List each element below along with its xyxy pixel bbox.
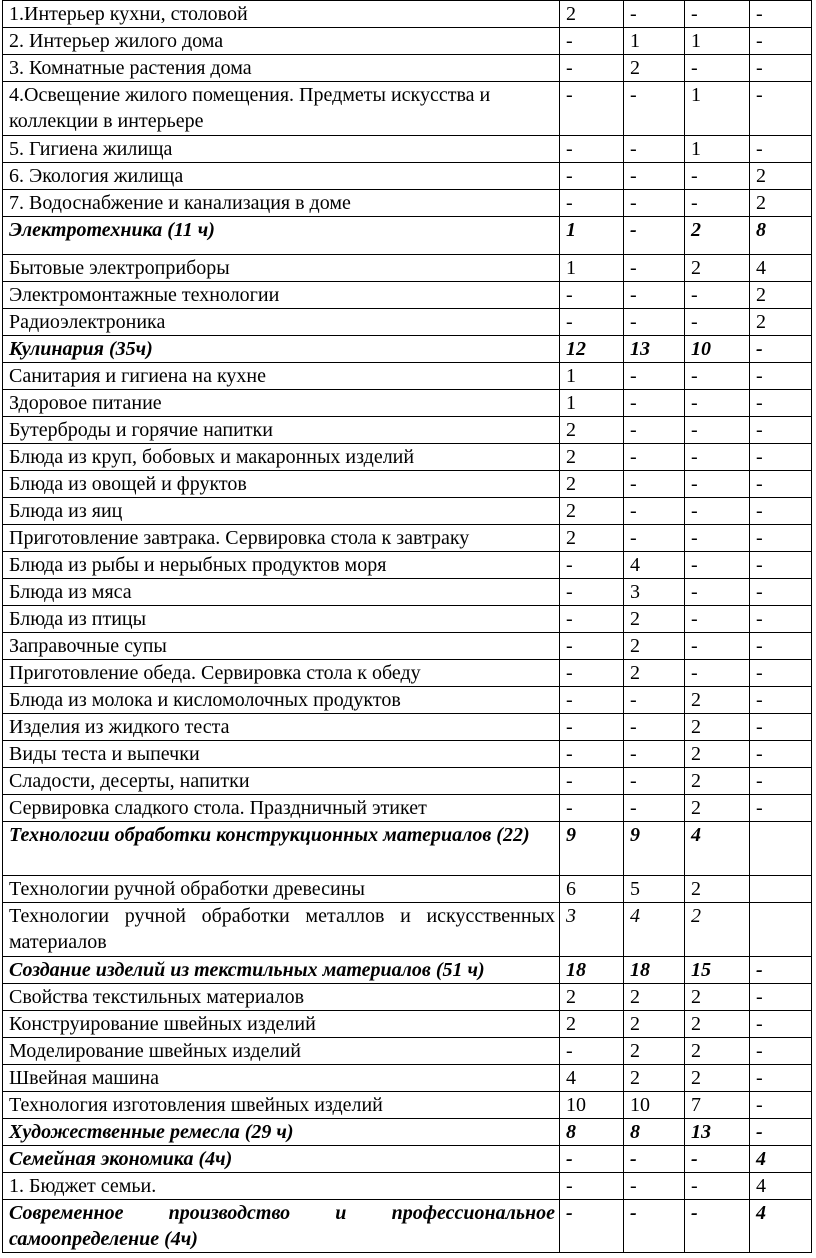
table-row <box>3 579 812 606</box>
hours-cell: - <box>624 136 685 163</box>
hours-cell: - <box>560 309 624 336</box>
hours-cell: - <box>624 444 685 471</box>
hours-cell: 10 <box>560 1092 624 1119</box>
table-row <box>3 768 812 795</box>
table-row <box>3 525 812 552</box>
hours-cell: 12 <box>560 336 624 363</box>
hours-cell: - <box>750 1065 812 1092</box>
hours-cell: 2 <box>750 309 812 336</box>
hours-cell: - <box>560 282 624 309</box>
hours-cell <box>750 903 812 957</box>
table-row <box>3 1065 812 1092</box>
topic-name: Приготовление завтрака. Сервировка стола к завтраку <box>3 525 560 552</box>
table-row <box>3 390 812 417</box>
hours-cell: 13 <box>624 336 685 363</box>
hours-cell: - <box>685 163 750 190</box>
hours-cell: - <box>560 795 624 822</box>
hours-cell: 2 <box>624 984 685 1011</box>
topic-name: Блюда из птицы <box>3 606 560 633</box>
table-row <box>3 984 812 1011</box>
section-title: Кулинария (35ч) <box>3 336 560 363</box>
topic-name: Электромонтажные технологии <box>3 282 560 309</box>
hours-cell: - <box>750 55 812 82</box>
hours-cell: - <box>685 1146 750 1173</box>
hours-cell: - <box>560 768 624 795</box>
hours-cell: - <box>560 28 624 55</box>
hours-cell: 2 <box>560 984 624 1011</box>
hours-cell: 8 <box>560 1119 624 1146</box>
table-row <box>3 255 812 282</box>
hours-cell: - <box>685 190 750 217</box>
hours-cell: 1 <box>685 82 750 136</box>
topic-name: Сервировка сладкого стола. Праздничный этикет <box>3 795 560 822</box>
hours-cell: 2 <box>560 1 624 28</box>
table-row <box>3 795 812 822</box>
hours-cell: 1 <box>624 28 685 55</box>
hours-cell <box>750 876 812 903</box>
table-row <box>3 282 812 309</box>
hours-cell: - <box>560 741 624 768</box>
hours-cell: 2 <box>685 687 750 714</box>
hours-cell: - <box>624 1200 685 1253</box>
table-row <box>3 606 812 633</box>
hours-cell: - <box>685 498 750 525</box>
hours-cell: 10 <box>624 1092 685 1119</box>
hours-cell: - <box>560 633 624 660</box>
hours-cell: - <box>560 1173 624 1200</box>
section-row <box>3 822 812 876</box>
hours-cell: - <box>750 1119 812 1146</box>
topic-name: Технологии ручной обработки древесины <box>3 876 560 903</box>
section-row <box>3 1119 812 1146</box>
hours-cell: - <box>685 525 750 552</box>
hours-cell: - <box>560 660 624 687</box>
hours-cell: - <box>560 606 624 633</box>
hours-cell: - <box>685 633 750 660</box>
table-row <box>3 309 812 336</box>
table-row <box>3 1011 812 1038</box>
topic-name: 7. Водоснабжение и канализация в доме <box>3 190 560 217</box>
hours-cell: 9 <box>624 822 685 876</box>
hours-cell: - <box>750 741 812 768</box>
hours-cell: - <box>560 82 624 136</box>
hours-cell: - <box>750 579 812 606</box>
hours-cell: 3 <box>560 903 624 957</box>
hours-cell: 1 <box>560 217 624 255</box>
hours-cell: - <box>624 768 685 795</box>
topic-name: Конструирование швейных изделий <box>3 1011 560 1038</box>
hours-cell: 4 <box>750 1200 812 1253</box>
hours-cell: - <box>624 282 685 309</box>
hours-cell: 2 <box>685 1038 750 1065</box>
hours-cell: 1 <box>560 255 624 282</box>
hours-cell: - <box>624 255 685 282</box>
hours-cell: - <box>750 606 812 633</box>
hours-cell: - <box>560 714 624 741</box>
topic-name: Свойства текстильных материалов <box>3 984 560 1011</box>
hours-cell: - <box>624 498 685 525</box>
table-row <box>3 190 812 217</box>
table-row <box>3 444 812 471</box>
table-row <box>3 471 812 498</box>
table-row <box>3 363 812 390</box>
hours-cell: - <box>750 1 812 28</box>
hours-cell: - <box>624 471 685 498</box>
hours-cell: - <box>685 1200 750 1253</box>
hours-cell: 2 <box>685 876 750 903</box>
hours-cell: - <box>560 552 624 579</box>
hours-cell: - <box>750 660 812 687</box>
topic-name: Виды теста и выпечки <box>3 741 560 768</box>
hours-cell: - <box>750 444 812 471</box>
hours-cell: - <box>560 1146 624 1173</box>
table-row <box>3 136 812 163</box>
hours-cell: 10 <box>685 336 750 363</box>
table-row <box>3 660 812 687</box>
hours-cell: 4 <box>750 1146 812 1173</box>
topic-name: Заправочные супы <box>3 633 560 660</box>
topic-name: 5. Гигиена жилища <box>3 136 560 163</box>
hours-cell: - <box>624 363 685 390</box>
hours-cell: - <box>750 498 812 525</box>
hours-cell: 2 <box>750 190 812 217</box>
table-row <box>3 903 812 957</box>
hours-cell: 2 <box>685 217 750 255</box>
topic-name: 4.Освещение жилого помещения. Предметы искусства и коллекции в интерьере <box>3 82 560 136</box>
hours-cell: 13 <box>685 1119 750 1146</box>
hours-cell: 4 <box>624 552 685 579</box>
hours-cell: 2 <box>560 525 624 552</box>
table-row <box>3 714 812 741</box>
hours-cell: 2 <box>685 1011 750 1038</box>
table-row <box>3 552 812 579</box>
hours-cell: - <box>624 741 685 768</box>
table-row <box>3 163 812 190</box>
topic-name: 2. Интерьер жилого дома <box>3 28 560 55</box>
table-row <box>3 1 812 28</box>
hours-cell: 9 <box>560 822 624 876</box>
hours-cell: - <box>685 471 750 498</box>
hours-cell: - <box>750 1011 812 1038</box>
hours-cell: 2 <box>685 903 750 957</box>
section-title: Семейная экономика (4ч) <box>3 1146 560 1173</box>
hours-cell: 2 <box>624 1065 685 1092</box>
section-row <box>3 1146 812 1173</box>
hours-cell: 2 <box>685 795 750 822</box>
hours-cell: - <box>685 309 750 336</box>
hours-cell: 3 <box>624 579 685 606</box>
hours-cell: - <box>750 714 812 741</box>
hours-cell: - <box>685 390 750 417</box>
table-row <box>3 498 812 525</box>
hours-cell: - <box>685 417 750 444</box>
topic-name: 1. Бюджет семьи. <box>3 1173 560 1200</box>
hours-cell: 15 <box>685 957 750 984</box>
hours-cell: - <box>685 444 750 471</box>
hours-cell: - <box>624 1173 685 1200</box>
table-row <box>3 417 812 444</box>
hours-cell: 2 <box>685 741 750 768</box>
hours-cell: 2 <box>560 417 624 444</box>
section-row <box>3 957 812 984</box>
topic-name: 1.Интерьер кухни, столовой <box>3 1 560 28</box>
topic-name: 3. Комнатные растения дома <box>3 55 560 82</box>
table-row <box>3 1092 812 1119</box>
topic-name: Блюда из мяса <box>3 579 560 606</box>
table-row <box>3 633 812 660</box>
hours-cell: 2 <box>560 1011 624 1038</box>
hours-cell: - <box>685 1 750 28</box>
topic-name: Радиоэлектроника <box>3 309 560 336</box>
hours-cell: 2 <box>560 471 624 498</box>
hours-cell: - <box>560 687 624 714</box>
hours-cell: 1 <box>685 136 750 163</box>
table-row <box>3 1038 812 1065</box>
table-row <box>3 876 812 903</box>
topic-name: Блюда из рыбы и нерыбных продуктов моря <box>3 552 560 579</box>
table-row <box>3 28 812 55</box>
hours-cell: 18 <box>560 957 624 984</box>
hours-cell: 1 <box>560 363 624 390</box>
table-row <box>3 687 812 714</box>
topic-name: 6. Экология жилища <box>3 163 560 190</box>
topic-name: Приготовление обеда. Сервировка стола к обеду <box>3 660 560 687</box>
hours-cell: - <box>750 336 812 363</box>
hours-cell: - <box>624 190 685 217</box>
section-title: Художественные ремесла (29 ч) <box>3 1119 560 1146</box>
hours-cell: 8 <box>624 1119 685 1146</box>
hours-cell: - <box>750 552 812 579</box>
hours-cell: - <box>560 1038 624 1065</box>
table-row <box>3 1173 812 1200</box>
hours-cell: 2 <box>624 1038 685 1065</box>
hours-cell: - <box>750 417 812 444</box>
hours-cell: 2 <box>624 606 685 633</box>
topic-name: Блюда из овощей и фруктов <box>3 471 560 498</box>
table-row <box>3 55 812 82</box>
hours-cell: 2 <box>685 768 750 795</box>
hours-cell: 4 <box>560 1065 624 1092</box>
hours-cell: 2 <box>685 714 750 741</box>
hours-cell: - <box>624 163 685 190</box>
topic-name: Сладости, десерты, напитки <box>3 768 560 795</box>
hours-cell: - <box>750 984 812 1011</box>
hours-cell: 6 <box>560 876 624 903</box>
section-row <box>3 217 812 255</box>
hours-cell: 2 <box>560 444 624 471</box>
hours-cell: - <box>750 1092 812 1119</box>
hours-cell: - <box>560 190 624 217</box>
table-row <box>3 82 812 136</box>
hours-cell: 2 <box>750 163 812 190</box>
hours-cell: 2 <box>560 498 624 525</box>
hours-cell: - <box>750 525 812 552</box>
hours-cell: - <box>750 633 812 660</box>
section-title: Создание изделий из текстильных материалов (51 ч) <box>3 957 560 984</box>
hours-cell: - <box>560 163 624 190</box>
hours-cell: - <box>750 687 812 714</box>
topic-name: Блюда из яиц <box>3 498 560 525</box>
hours-cell: - <box>624 82 685 136</box>
topic-name: Бутерброды и горячие напитки <box>3 417 560 444</box>
hours-cell: - <box>685 579 750 606</box>
hours-cell: - <box>685 363 750 390</box>
hours-cell: - <box>750 82 812 136</box>
hours-cell: - <box>624 525 685 552</box>
section-title: Технологии обработки конструкционных материалов (22) <box>3 822 560 876</box>
topic-name: Здоровое питание <box>3 390 560 417</box>
topic-name: Бытовые электроприборы <box>3 255 560 282</box>
hours-cell: - <box>750 957 812 984</box>
hours-cell: 2 <box>624 1011 685 1038</box>
hours-cell: 4 <box>685 822 750 876</box>
hours-cell: 2 <box>685 1065 750 1092</box>
hours-cell: - <box>685 55 750 82</box>
hours-cell: - <box>685 660 750 687</box>
table-row <box>3 741 812 768</box>
hours-cell: - <box>624 687 685 714</box>
hours-cell: - <box>624 417 685 444</box>
hours-cell: - <box>750 471 812 498</box>
section-title: Современное производство и профессиональное самоопределение (4ч) <box>3 1200 560 1253</box>
hours-cell: - <box>750 768 812 795</box>
hours-cell: - <box>624 795 685 822</box>
hours-cell: 4 <box>750 255 812 282</box>
topic-name: Санитария и гигиена на кухне <box>3 363 560 390</box>
curriculum-table-body <box>3 1 812 1253</box>
hours-cell: 5 <box>624 876 685 903</box>
hours-cell: - <box>624 714 685 741</box>
curriculum-table <box>2 0 812 1253</box>
section-row <box>3 1200 812 1253</box>
hours-cell: - <box>750 363 812 390</box>
hours-cell: 2 <box>624 55 685 82</box>
hours-cell: 4 <box>750 1173 812 1200</box>
hours-cell: 18 <box>624 957 685 984</box>
hours-cell: - <box>624 1 685 28</box>
hours-cell: - <box>624 1146 685 1173</box>
hours-cell: - <box>560 136 624 163</box>
hours-cell: - <box>560 579 624 606</box>
hours-cell: 2 <box>750 282 812 309</box>
hours-cell: - <box>750 28 812 55</box>
hours-cell: 8 <box>750 217 812 255</box>
hours-cell: - <box>624 217 685 255</box>
hours-cell: - <box>750 795 812 822</box>
section-title: Электротехника (11 ч) <box>3 217 560 255</box>
hours-cell: - <box>685 282 750 309</box>
topic-name: Швейная машина <box>3 1065 560 1092</box>
hours-cell: - <box>750 390 812 417</box>
hours-cell: 2 <box>685 255 750 282</box>
topic-name: Изделия из жидкого теста <box>3 714 560 741</box>
hours-cell: 7 <box>685 1092 750 1119</box>
hours-cell: - <box>685 552 750 579</box>
topic-name: Технологии ручной обработки металлов и искусственных материалов <box>3 903 560 957</box>
hours-cell: - <box>750 136 812 163</box>
hours-cell: - <box>560 1200 624 1253</box>
hours-cell: 2 <box>685 984 750 1011</box>
topic-name: Блюда из молока и кисломолочных продуктов <box>3 687 560 714</box>
hours-cell <box>750 822 812 876</box>
hours-cell: - <box>560 55 624 82</box>
hours-cell: 1 <box>685 28 750 55</box>
hours-cell: 2 <box>624 660 685 687</box>
hours-cell: 4 <box>624 903 685 957</box>
topic-name: Моделирование швейных изделий <box>3 1038 560 1065</box>
hours-cell: - <box>750 1038 812 1065</box>
hours-cell: - <box>624 390 685 417</box>
hours-cell: - <box>685 1173 750 1200</box>
topic-name: Технология изготовления швейных изделий <box>3 1092 560 1119</box>
hours-cell: 1 <box>560 390 624 417</box>
hours-cell: 2 <box>624 633 685 660</box>
section-row <box>3 336 812 363</box>
hours-cell: - <box>685 606 750 633</box>
hours-cell: - <box>624 309 685 336</box>
topic-name: Блюда из круп, бобовых и макаронных изделий <box>3 444 560 471</box>
